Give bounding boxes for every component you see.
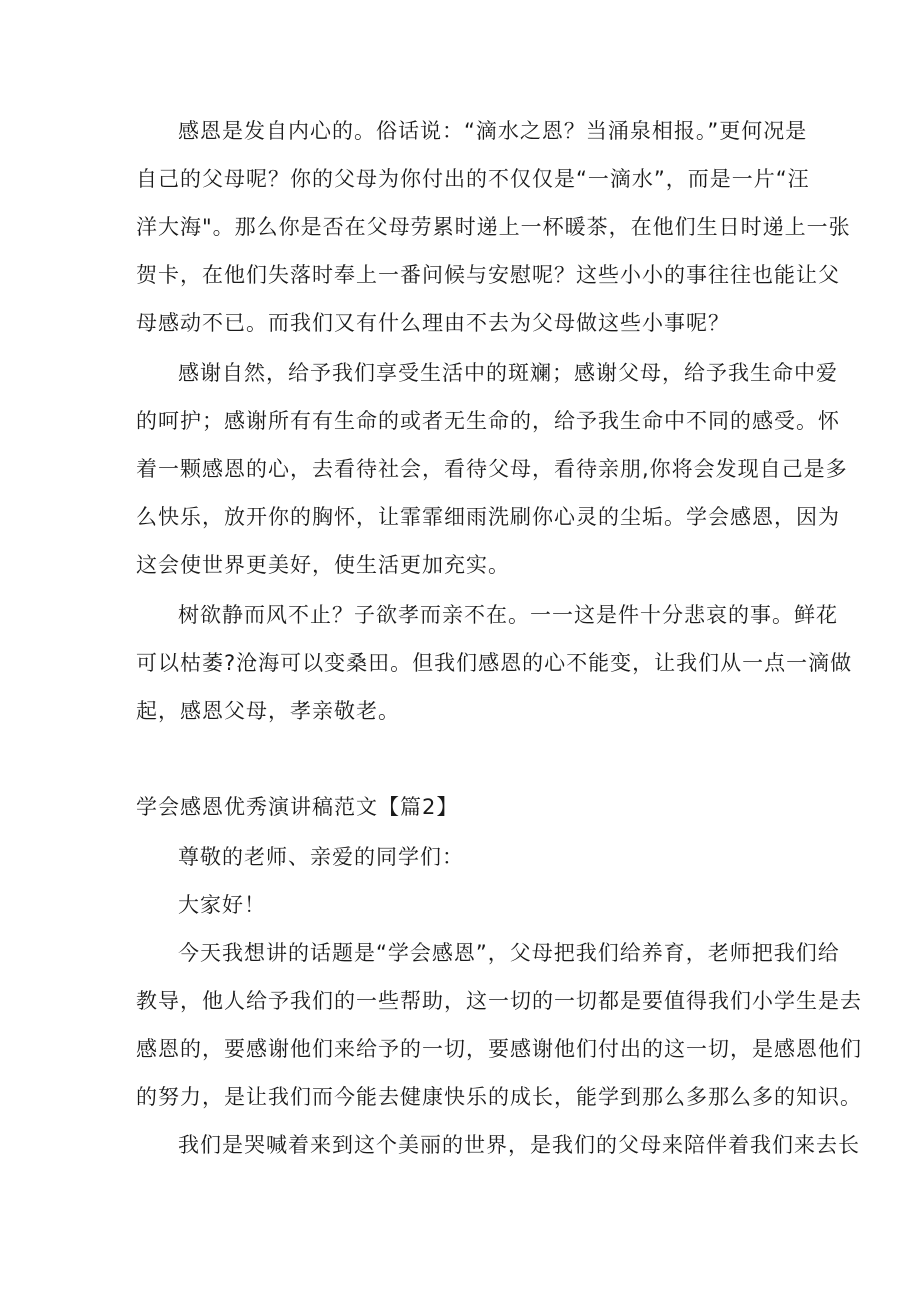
paragraph-1-line-2: 自己的父母呢？你的父母为你付出的不仅仅是“一滴水”，而是一片“汪 xyxy=(136,167,810,191)
speech-1-line-1: 今天我想讲的话题是“学会感恩”，父母把我们给养育，老师把我们给 xyxy=(178,941,840,965)
paragraph-2-line-2: 的呵护；感谢所有有生命的或者无生命的，给予我生命中不同的感受。怀 xyxy=(136,409,840,433)
salutation: 尊敬的老师、亲爱的同学们： xyxy=(178,845,464,869)
paragraph-1-line-4: 贺卡，在他们失落时奉上一番问候与安慰呢？这些小小的事往往也能让父 xyxy=(136,263,840,287)
paragraph-1-line-1: 感恩是发自内心的。俗话说：“滴水之恩？当涌泉相报。”更何况是 xyxy=(178,119,808,143)
section-heading: 学会感恩优秀演讲稿范文【篇2】 xyxy=(136,795,459,819)
paragraph-3-line-2: 可以枯萎?沧海可以变桑田。但我们感恩的心不能变，让我们从一点一滴做 xyxy=(136,651,853,675)
speech-1-line-4: 的努力，是让我们而今能去健康快乐的成长，能学到那么多那么多的知识。 xyxy=(136,1085,862,1109)
speech-2-line-1: 我们是哭喊着来到这个美丽的世界，是我们的父母来陪伴着我们来去长 xyxy=(178,1133,860,1157)
greeting: 大家好！ xyxy=(178,893,266,917)
paragraph-1-line-3: 洋大海"。那么你是否在父母劳累时递上一杯暖茶，在他们生日时递上一张 xyxy=(136,215,851,239)
paragraph-1-line-5: 母感动不已。而我们又有什么理由不去为父母做这些小事呢？ xyxy=(136,311,730,335)
paragraph-3-line-3: 起，感恩父母，孝亲敬老。 xyxy=(136,699,400,723)
paragraph-2-line-4: 么快乐，放开你的胸怀，让霏霏细雨洗刷你心灵的尘垢。学会感恩，因为 xyxy=(136,505,840,529)
paragraph-2-line-1: 感谢自然，给予我们享受生活中的斑斓；感谢父母，给予我生命中爱 xyxy=(178,361,838,385)
paragraph-3-line-1: 树欲静而风不止？子欲孝而亲不在。一一这是件十分悲哀的事。鲜花 xyxy=(178,603,838,627)
speech-1-line-3: 感恩的，要感谢他们来给予的一切，要感谢他们付出的这一切，是感恩他们 xyxy=(136,1037,862,1061)
speech-1-line-2: 教导，他人给予我们的一些帮助，这一切的一切都是要值得我们小学生是去 xyxy=(136,989,862,1013)
paragraph-2-line-3: 着一颗感恩的心，去看待社会，看待父母，看待亲朋,你将会发现自己是多 xyxy=(136,457,848,481)
paragraph-2-line-5: 这会使世界更美好，使生活更加充实。 xyxy=(136,553,510,577)
